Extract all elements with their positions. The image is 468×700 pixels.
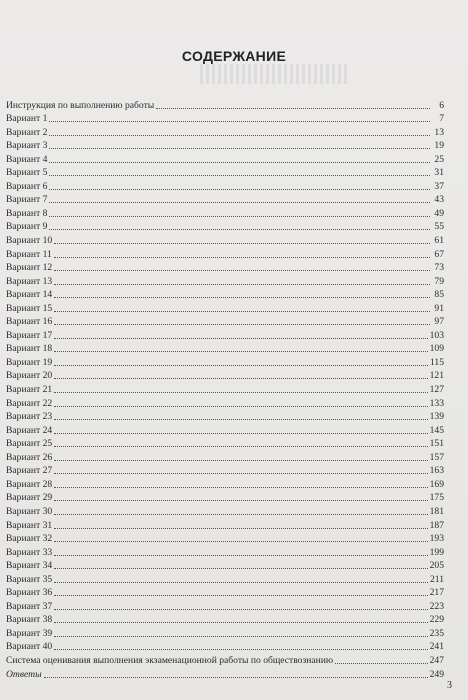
toc-entry-label: Система оценивания выполнения экзаменационной работы по обществознанию xyxy=(6,654,334,666)
toc-entry-page: 133 xyxy=(429,397,444,409)
toc-entry-label: Вариант 21 xyxy=(6,384,53,396)
toc-entry-label: Вариант 40 xyxy=(6,641,53,653)
toc-entry xyxy=(6,301,444,315)
toc-entry xyxy=(6,166,444,180)
toc-entry-label: Вариант 35 xyxy=(6,573,53,585)
leader-dots xyxy=(54,391,427,393)
toc-entry-label: Вариант 19 xyxy=(6,356,53,368)
toc-entry xyxy=(6,288,444,302)
toc-entry xyxy=(6,518,444,532)
leader-dots xyxy=(156,107,430,109)
leader-dots xyxy=(54,635,427,637)
toc-entry xyxy=(6,559,444,573)
toc-entry-page: 43 xyxy=(434,194,444,206)
toc-entry-page: 109 xyxy=(429,343,444,355)
leader-dots xyxy=(49,161,430,163)
toc-entry-label: Вариант 38 xyxy=(6,614,53,626)
toc-entry xyxy=(6,315,444,329)
leader-dots xyxy=(54,405,427,407)
toc-entry-label: Вариант 2 xyxy=(6,126,48,138)
toc-entry xyxy=(6,369,444,383)
toc-entry xyxy=(6,640,444,654)
toc-entry-label: Вариант 7 xyxy=(6,194,48,206)
toc-entry xyxy=(6,613,444,627)
toc-entry-page: 127 xyxy=(429,384,444,396)
toc-entry-label: Вариант 12 xyxy=(6,262,53,274)
leader-dots xyxy=(54,513,427,515)
toc-entry-label: Вариант 16 xyxy=(6,316,53,328)
toc-entry-page: 193 xyxy=(429,533,444,545)
toc-entry-label: Вариант 24 xyxy=(6,424,53,436)
toc-entry-label: Вариант 25 xyxy=(6,438,53,450)
toc-entry xyxy=(6,491,444,505)
toc-entry-label: Вариант 18 xyxy=(6,343,53,355)
toc-entry xyxy=(6,328,444,342)
table-of-contents xyxy=(6,98,444,681)
toc-entry-page: 235 xyxy=(429,627,444,639)
toc-entry-page: 157 xyxy=(429,451,444,463)
toc-entry xyxy=(6,139,444,153)
leader-dots xyxy=(54,364,428,366)
toc-entry-label: Вариант 37 xyxy=(6,600,53,612)
toc-entry-page: 79 xyxy=(434,275,444,287)
leader-dots xyxy=(49,120,430,122)
toc-entry xyxy=(6,98,444,112)
toc-entry xyxy=(6,586,444,600)
toc-entry-label: Вариант 22 xyxy=(6,397,53,409)
page-title: СОДЕРЖАНИЕ xyxy=(181,48,287,64)
leader-dots xyxy=(54,472,427,474)
toc-entry-label: Вариант 30 xyxy=(6,505,53,517)
leader-dots xyxy=(54,350,427,352)
toc-entry xyxy=(6,342,444,356)
leader-dots xyxy=(54,499,427,501)
toc-entry-page: 85 xyxy=(434,289,444,301)
leader-dots xyxy=(49,188,430,190)
leader-dots xyxy=(54,486,427,488)
leader-dots xyxy=(49,201,430,203)
toc-entry xyxy=(6,464,444,478)
toc-entry xyxy=(6,233,444,247)
leader-dots xyxy=(54,567,427,569)
toc-entry xyxy=(6,572,444,586)
toc-entry-page: 19 xyxy=(434,140,444,152)
toc-entry xyxy=(6,382,444,396)
leader-dots xyxy=(54,242,430,244)
leader-dots xyxy=(49,147,430,149)
toc-entry-page: 223 xyxy=(429,600,444,612)
toc-entry-page: 91 xyxy=(434,302,444,314)
leader-dots xyxy=(54,269,430,271)
toc-entry-label: Вариант 32 xyxy=(6,533,53,545)
leader-dots xyxy=(54,377,427,379)
toc-entry-page: 199 xyxy=(429,546,444,558)
toc-entry-label: Вариант 27 xyxy=(6,465,53,477)
toc-entry xyxy=(6,274,444,288)
toc-entry-page: 97 xyxy=(434,316,444,328)
toc-entry xyxy=(6,247,444,261)
toc-entry xyxy=(6,653,444,667)
toc-entry xyxy=(6,410,444,424)
leader-dots xyxy=(44,676,428,678)
toc-entry-page: 115 xyxy=(429,356,444,368)
toc-entry xyxy=(6,206,444,220)
toc-entry-page: 31 xyxy=(434,167,444,179)
leader-dots xyxy=(54,594,427,596)
toc-entry xyxy=(6,450,444,464)
toc-entry-label: Вариант 9 xyxy=(6,221,48,233)
toc-entry-page: 49 xyxy=(434,207,444,219)
toc-entry-label: Вариант 33 xyxy=(6,546,53,558)
bleed-through-text xyxy=(200,64,350,84)
toc-entry-page: 163 xyxy=(429,465,444,477)
toc-entry-page: 7 xyxy=(439,113,444,125)
leader-dots xyxy=(49,228,430,230)
toc-entry-label: Вариант 1 xyxy=(6,113,48,125)
toc-entry xyxy=(6,179,444,193)
toc-entry-page: 241 xyxy=(429,641,444,653)
toc-entry-label: Вариант 14 xyxy=(6,289,53,301)
toc-entry-page: 139 xyxy=(429,411,444,423)
toc-entry-label: Вариант 5 xyxy=(6,167,48,179)
toc-entry-label: Вариант 26 xyxy=(6,451,53,463)
toc-entry-label: Вариант 6 xyxy=(6,180,48,192)
leader-dots xyxy=(54,337,427,339)
toc-entry-label: Вариант 36 xyxy=(6,587,53,599)
toc-entry xyxy=(6,355,444,369)
leader-dots xyxy=(54,621,427,623)
toc-entry-page: 6 xyxy=(439,99,444,111)
leader-dots xyxy=(54,432,427,434)
toc-entry-label: Вариант 11 xyxy=(6,248,52,260)
leader-dots xyxy=(54,256,430,258)
toc-entry-page: 67 xyxy=(434,248,444,260)
toc-entry-label: Вариант 17 xyxy=(6,329,53,341)
leader-dots xyxy=(54,554,427,556)
toc-entry-page: 211 xyxy=(429,573,444,585)
toc-entry-page: 103 xyxy=(429,329,444,341)
leader-dots xyxy=(54,459,427,461)
toc-entry xyxy=(6,152,444,166)
leader-dots xyxy=(54,323,430,325)
leader-dots xyxy=(54,418,427,420)
toc-entry-page: 205 xyxy=(429,560,444,572)
toc-entry-label: Вариант 20 xyxy=(6,370,53,382)
toc-entry-page: 121 xyxy=(429,370,444,382)
toc-entry-label: Вариант 34 xyxy=(6,560,53,572)
toc-entry xyxy=(6,545,444,559)
leader-dots xyxy=(54,540,427,542)
toc-entry-label: Вариант 8 xyxy=(6,207,48,219)
toc-entry-page: 169 xyxy=(429,478,444,490)
toc-entry-page: 249 xyxy=(429,668,444,680)
toc-entry xyxy=(6,396,444,410)
toc-entry xyxy=(6,261,444,275)
toc-entry-page: 175 xyxy=(429,492,444,504)
page-number: 3 xyxy=(447,680,452,691)
leader-dots xyxy=(49,134,430,136)
toc-entry-page: 229 xyxy=(429,614,444,626)
toc-entry-label: Вариант 29 xyxy=(6,492,53,504)
toc-entry-page: 181 xyxy=(429,505,444,517)
toc-entry-page: 187 xyxy=(429,519,444,531)
toc-entry-label: Вариант 28 xyxy=(6,478,53,490)
leader-dots xyxy=(335,662,428,664)
leader-dots xyxy=(54,648,427,650)
leader-dots xyxy=(54,445,427,447)
toc-entry-page: 247 xyxy=(429,654,444,666)
toc-entry xyxy=(6,626,444,640)
toc-entry-page: 13 xyxy=(434,126,444,138)
toc-entry-label: Вариант 13 xyxy=(6,275,53,287)
toc-entry-label: Вариант 4 xyxy=(6,153,48,165)
leader-dots xyxy=(54,310,430,312)
toc-entry-label: Вариант 15 xyxy=(6,302,53,314)
toc-entry xyxy=(6,193,444,207)
toc-entry-page: 151 xyxy=(429,438,444,450)
leader-dots xyxy=(49,215,430,217)
toc-entry-page: 37 xyxy=(434,180,444,192)
toc-entry xyxy=(6,112,444,126)
toc-entry-page: 145 xyxy=(429,424,444,436)
leader-dots xyxy=(54,296,430,298)
toc-entry-page: 25 xyxy=(434,153,444,165)
leader-dots xyxy=(54,527,427,529)
toc-entry xyxy=(6,477,444,491)
leader-dots xyxy=(54,608,427,610)
toc-entry-page: 73 xyxy=(434,262,444,274)
toc-entry-label: Вариант 10 xyxy=(6,235,53,247)
toc-entry-page: 55 xyxy=(434,221,444,233)
toc-entry xyxy=(6,423,444,437)
toc-entry xyxy=(6,599,444,613)
toc-entry-label: Вариант 3 xyxy=(6,140,48,152)
toc-entry xyxy=(6,437,444,451)
leader-dots xyxy=(54,581,428,583)
toc-entry-page: 61 xyxy=(434,235,444,247)
leader-dots xyxy=(54,283,430,285)
toc-entry-label: Вариант 39 xyxy=(6,627,53,639)
toc-entry-label: Инструкция по выполнению работы xyxy=(6,99,155,111)
toc-entry-page: 217 xyxy=(429,587,444,599)
toc-entry xyxy=(6,667,444,681)
toc-entry-label: Вариант 31 xyxy=(6,519,53,531)
toc-entry xyxy=(6,532,444,546)
leader-dots xyxy=(49,174,430,176)
toc-entry-label: Ответы xyxy=(6,668,42,680)
toc-entry xyxy=(6,125,444,139)
toc-entry xyxy=(6,220,444,234)
toc-entry-label: Вариант 23 xyxy=(6,411,53,423)
toc-entry xyxy=(6,504,444,518)
